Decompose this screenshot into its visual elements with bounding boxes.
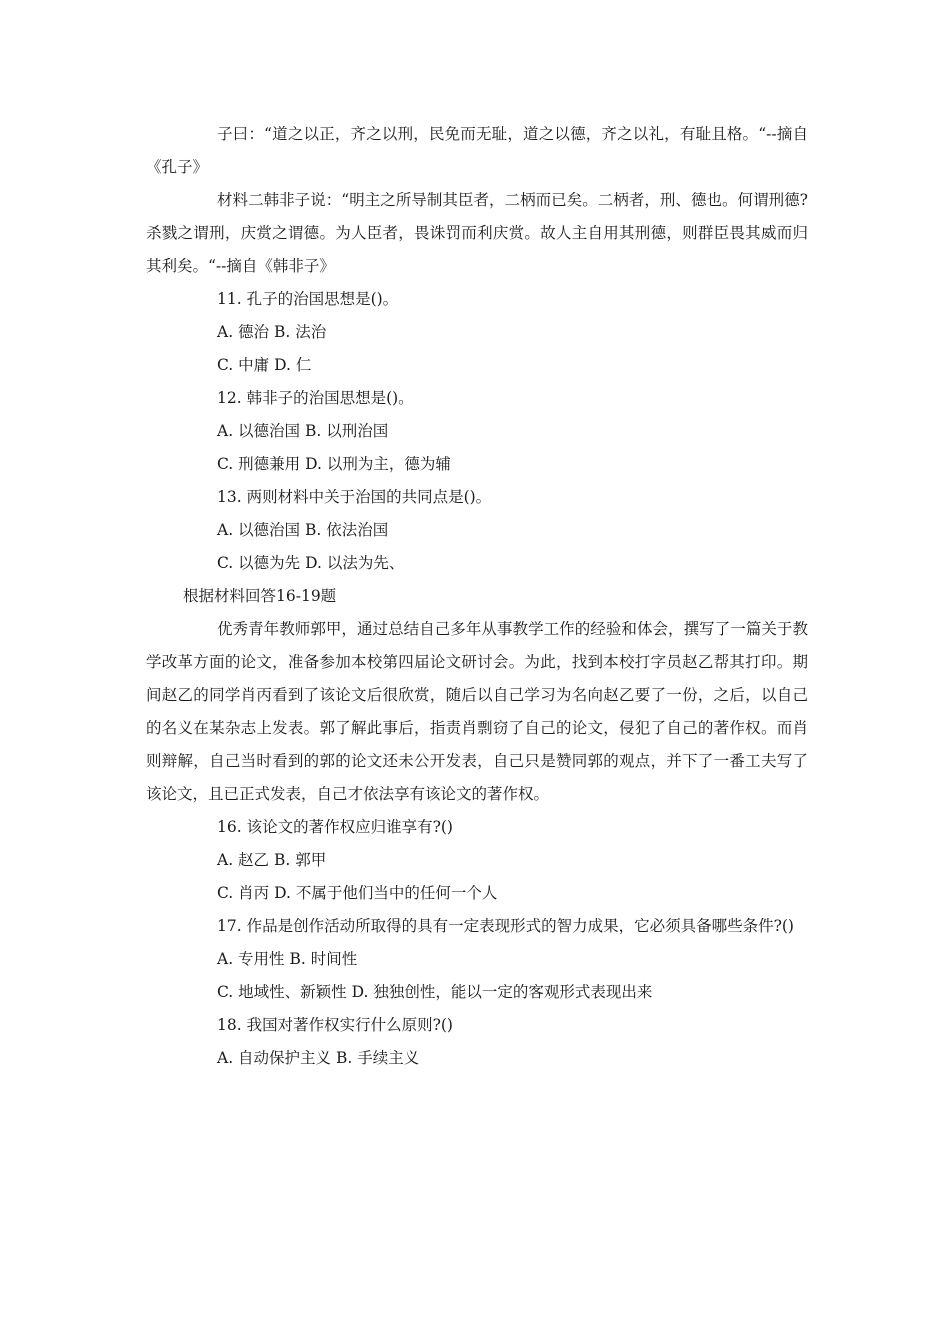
section-heading: 根据材料回答16-19题 (183, 587, 337, 605)
question-17-options-ab: A. 专用性 B. 时间性 (217, 950, 358, 968)
question-13-options-cd: C. 以德为先 D. 以法为先、 (217, 554, 405, 572)
question-16-stem: 16. 该论文的著作权应归谁享有?() (217, 818, 453, 836)
question-17-options-cd: C. 地域性、新颖性 D. 独独创性，能以一定的客观形式表现出来 (217, 983, 653, 1001)
question-17-stem: 17. 作品是创作活动所取得的具有一定表现形式的智力成果，它必须具备哪些条件?() (217, 917, 794, 935)
case-paragraph: 优秀青年教师郭甲，通过总结自己多年从事教学工作的经验和体会，撰写了一篇关于教学改革方面的论文，准备参加本校第四届论文研讨会。为此，找到本校打字员赵乙帮其打印。期间赵乙的同学肖丙看到了该论文后很欣赏，随后以自己学习为名向赵乙要了一份，之后，以自己的名义在某杂志上发表。郭了解此事后，指责肖剽窃了自己的论文，侵犯了自己的著作权。而肖则辩解，自己当时看到的郭的论文还未公开发表，自己只是赞同郭的观点，并下了一番工夫写了该论文，且已正式发表，自己才依法享有该论文的著作权。 (146, 620, 808, 803)
material-1-paragraph: 子曰：“道之以正，齐之以刑，民免而无耻，道之以德，齐之以礼，有耻且格。“--摘自《孔子》 (146, 125, 808, 176)
question-13-options-ab: A. 以德治国 B. 依法治国 (217, 521, 389, 539)
question-13-stem: 13. 两则材料中关于治国的共同点是()。 (217, 488, 492, 506)
question-16-options-ab: A. 赵乙 B. 郭甲 (217, 851, 327, 869)
question-12-options-cd: C. 刑德兼用 D. 以刑为主，德为辅 (217, 455, 451, 473)
question-11-options-cd: C. 中庸 D. 仁 (217, 356, 312, 374)
document-content (146, 118, 808, 1075)
question-12-stem: 12. 韩非子的治国思想是()。 (217, 389, 414, 407)
material-2-paragraph: 材料二韩非子说：“明主之所导制其臣者，二柄而已矣。二柄者，刑、德也。何谓刑德?杀戮之谓刑，庆赏之谓德。为人臣者，畏诛罚而利庆赏。故人主自用其刑德，则群臣畏其威而归其利矣。“--摘自《韩非子》 (146, 191, 808, 275)
question-11-stem: 11. 孔子的治国思想是()。 (217, 290, 399, 308)
question-18-options-ab: A. 自动保护主义 B. 手续主义 (217, 1049, 420, 1067)
question-11-options-ab: A. 德治 B. 法治 (217, 323, 327, 341)
question-12-options-ab: A. 以德治国 B. 以刑治国 (217, 422, 389, 440)
question-16-options-cd: C. 肖丙 D. 不属于他们当中的任何一个人 (217, 884, 498, 902)
question-18-stem: 18. 我国对著作权实行什么原则?() (217, 1016, 453, 1034)
